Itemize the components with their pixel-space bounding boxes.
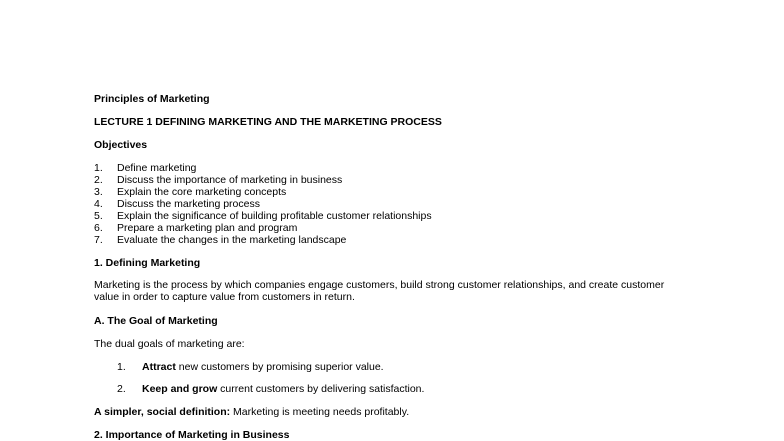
list-text: Explain the significance of building profitable customer relationships xyxy=(117,210,432,222)
list-text xyxy=(142,383,424,395)
simpler-definition-text: Marketing is meeting needs profitably. xyxy=(230,406,410,418)
paragraph-marketing-definition: Marketing is the process by which companies engage customers, build strong customer relationships, and create customer value in order to capture value from customers in return. xyxy=(94,279,665,303)
paragraph-goals-intro: The dual goals of marketing are: xyxy=(94,338,245,350)
list-number: 1. xyxy=(117,361,126,373)
lecture-title: LECTURE 1 DEFINING MARKETING AND THE MARKETING PROCESS xyxy=(94,116,442,128)
list-text: Discuss the marketing process xyxy=(117,198,260,210)
list-number: 2. xyxy=(94,174,103,186)
list-item xyxy=(94,222,432,234)
list-text: Prepare a marketing plan and program xyxy=(117,222,298,234)
goal-description: new customers by promising superior value. xyxy=(175,361,384,373)
goal-description: current customers by delivering satisfaction. xyxy=(217,383,425,395)
list-item xyxy=(94,162,432,174)
list-item xyxy=(94,234,432,246)
list-number: 3. xyxy=(94,186,103,198)
goal-keyword: Attract xyxy=(142,361,176,373)
list-text: Explain the core marketing concepts xyxy=(117,186,287,198)
objectives-list xyxy=(94,162,432,246)
list-number: 1. xyxy=(94,162,103,174)
objectives-heading: Objectives xyxy=(94,139,148,151)
list-item xyxy=(117,383,424,395)
list-text: Discuss the importance of marketing in business xyxy=(117,174,343,186)
course-title: Principles of Marketing xyxy=(94,93,210,105)
list-item xyxy=(117,361,384,373)
list-text xyxy=(142,361,384,373)
list-number: 6. xyxy=(94,222,103,234)
list-item xyxy=(94,174,432,186)
list-number: 5. xyxy=(94,210,103,222)
list-number: 4. xyxy=(94,198,103,210)
goal-keyword: Keep and grow xyxy=(142,383,218,395)
list-item xyxy=(94,210,432,222)
list-number: 7. xyxy=(94,234,103,246)
section-heading-defining-marketing: 1. Defining Marketing xyxy=(94,257,201,269)
list-text: Define marketing xyxy=(117,162,197,174)
simpler-definition-label: A simpler, social definition: xyxy=(94,406,231,418)
list-text: Evaluate the changes in the marketing landscape xyxy=(117,234,347,246)
section-heading-importance-of-marketing: 2. Importance of Marketing in Business xyxy=(94,429,290,441)
list-number: 2. xyxy=(117,383,126,395)
section-heading-goal-of-marketing: A. The Goal of Marketing xyxy=(94,315,218,327)
paragraph-simpler-definition xyxy=(94,406,409,418)
list-item xyxy=(94,198,432,210)
list-item xyxy=(94,186,432,198)
